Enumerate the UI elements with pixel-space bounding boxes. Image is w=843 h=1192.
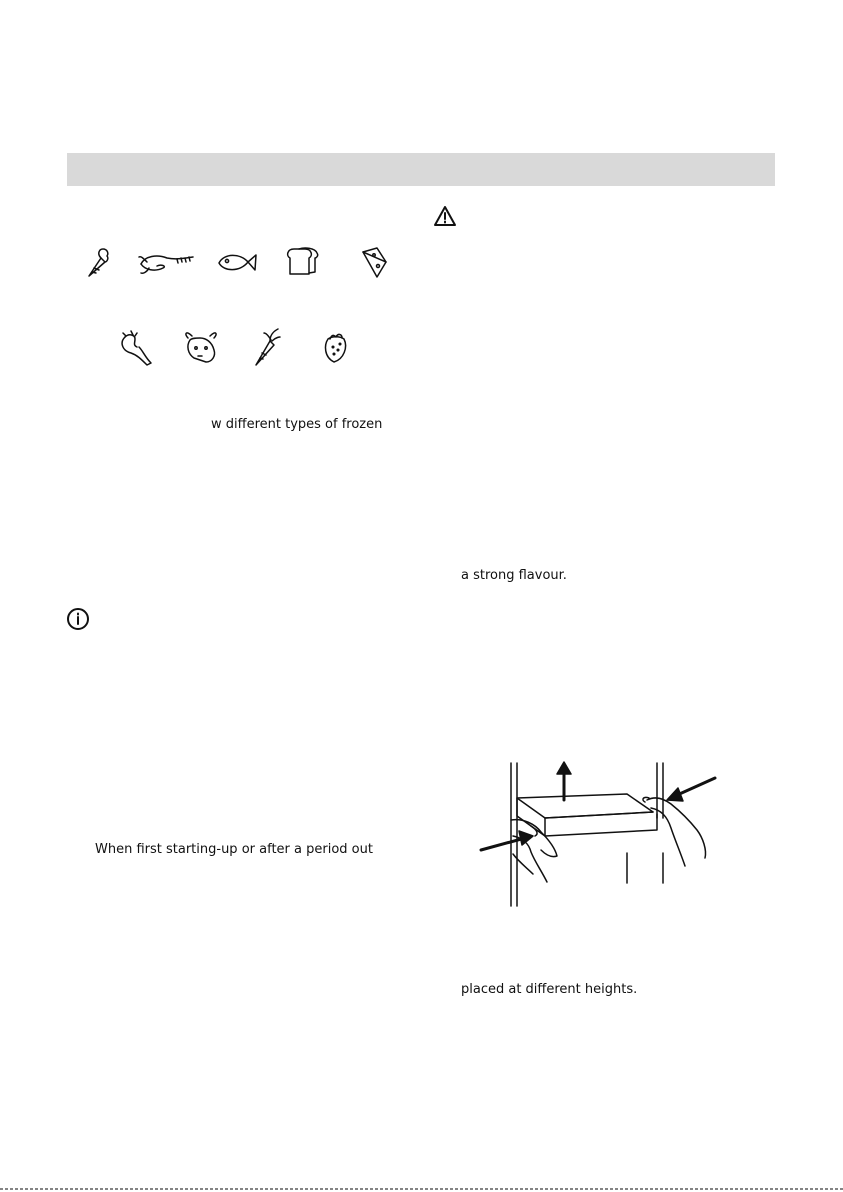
info-icon xyxy=(66,607,90,631)
section-header-bar xyxy=(67,153,775,186)
text-starting-up: When first starting-up or after a period out xyxy=(95,842,373,857)
ice-cream-icon xyxy=(85,246,113,278)
warning-icon xyxy=(433,205,457,227)
text-heights: placed at different heights. xyxy=(461,982,638,997)
text-frozen-types: w different types of frozen xyxy=(211,417,383,432)
bread-icon xyxy=(285,246,321,276)
strawberry-icon xyxy=(322,331,350,365)
fish-icon xyxy=(216,250,258,276)
cheese-icon xyxy=(359,246,389,280)
page-bottom-rule xyxy=(0,1188,843,1190)
shrimp-icon xyxy=(137,250,197,276)
poultry-icon xyxy=(117,329,155,369)
text-strong-flavour: a strong flavour. xyxy=(461,568,567,583)
cow-head-icon xyxy=(180,326,224,366)
door-shelf-removal-illustration xyxy=(475,758,720,908)
carrot-icon xyxy=(252,327,282,367)
